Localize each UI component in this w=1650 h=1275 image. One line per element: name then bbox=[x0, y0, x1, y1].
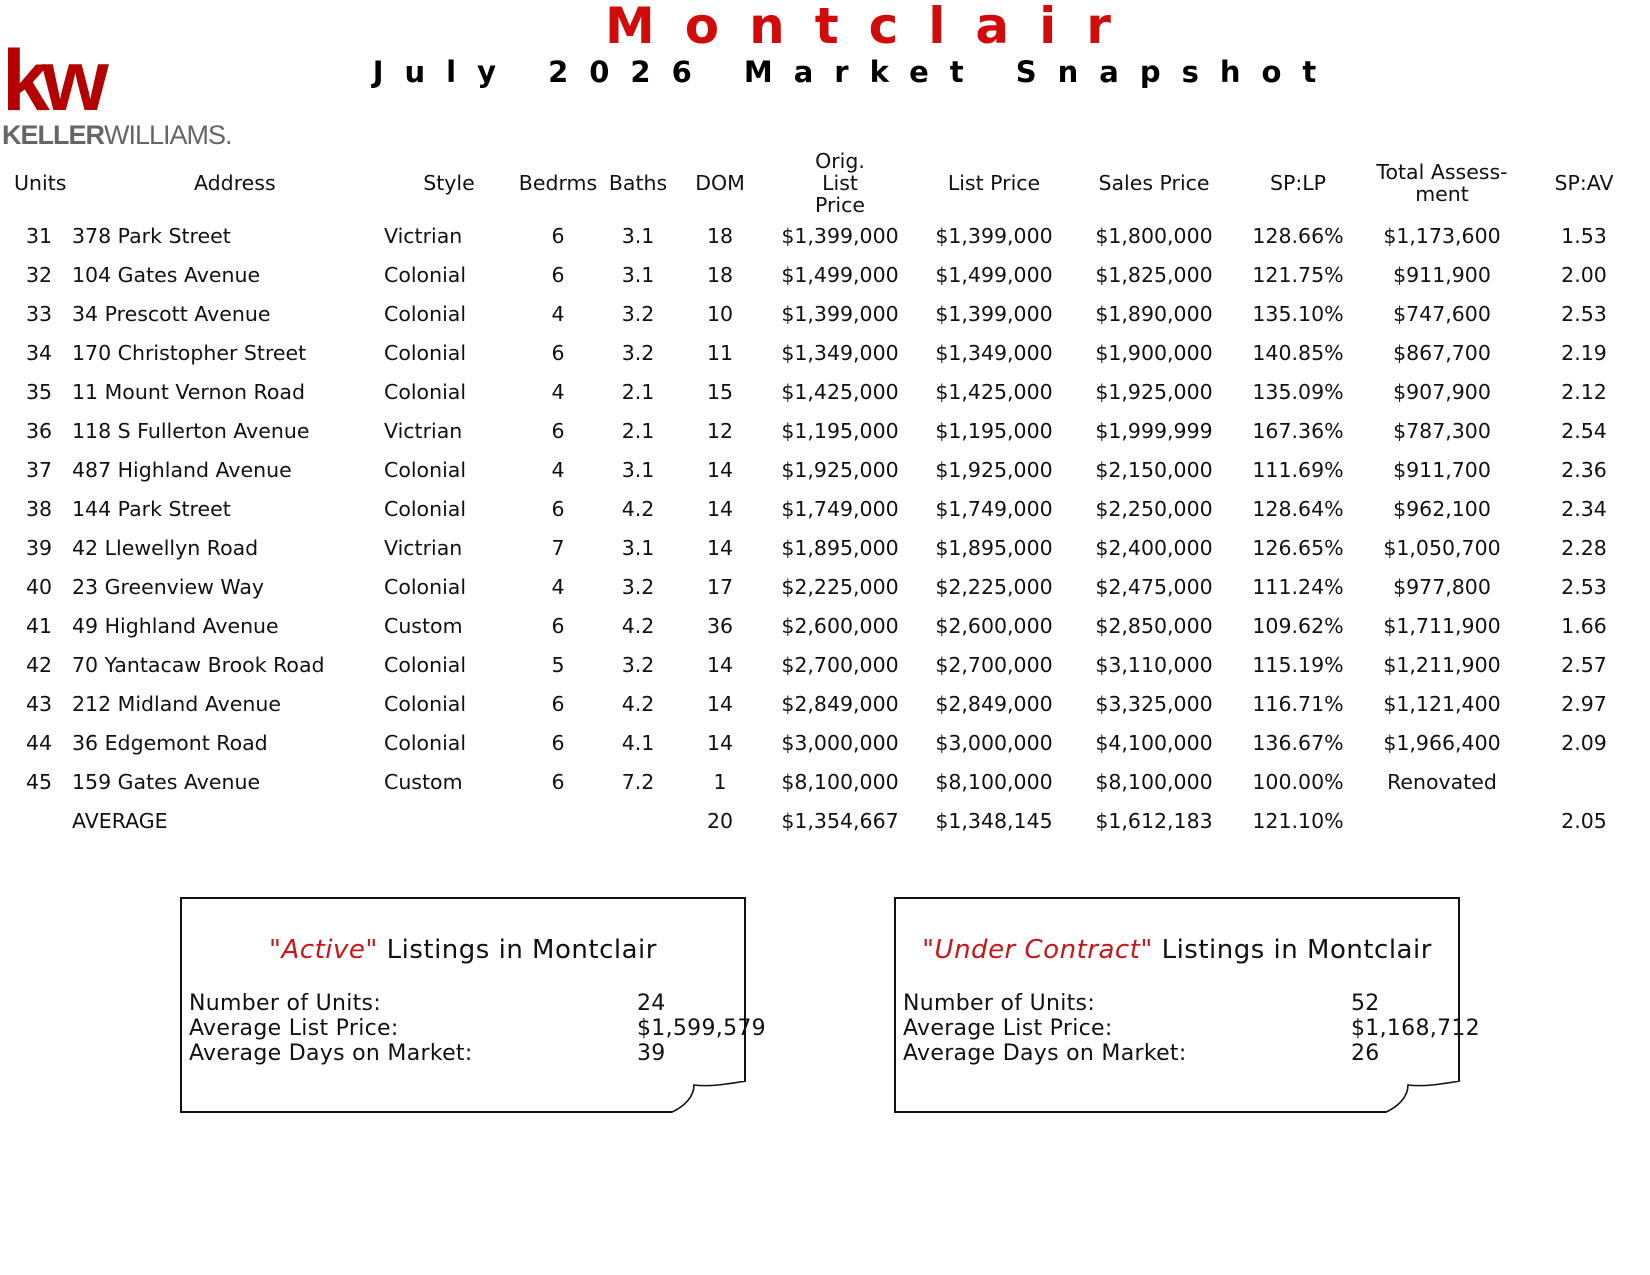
table-row bbox=[6, 372, 1646, 411]
logo-name-bold: KELLER bbox=[2, 120, 104, 150]
cell-sp-av: 2.09 bbox=[1561, 730, 1607, 755]
table-row bbox=[6, 723, 1646, 762]
average-style bbox=[384, 801, 514, 840]
cell-unit: 40 bbox=[25, 574, 53, 599]
cell-sales-price: $1,925,000 bbox=[1095, 379, 1213, 404]
cell-list-price: $8,100,000 bbox=[935, 769, 1053, 794]
cell-sp-av: 2.36 bbox=[1561, 457, 1607, 482]
active-avg-dom-label: Average Days on Market: bbox=[189, 1041, 473, 1066]
logo-name bbox=[2, 120, 232, 150]
table-row bbox=[6, 762, 1646, 801]
cell-unit: 42 bbox=[25, 652, 53, 677]
cell-bedrooms: 6 bbox=[551, 691, 565, 716]
cell-baths: 3.1 bbox=[621, 457, 655, 482]
cell-sp-lp: 111.24% bbox=[1252, 574, 1344, 599]
average-unit bbox=[6, 801, 72, 840]
average-orig-list-price: $1,354,667 bbox=[781, 808, 899, 833]
average-bedrooms bbox=[514, 801, 602, 840]
cell-bedrooms: 4 bbox=[551, 457, 565, 482]
under-contract-units-value: 52 bbox=[1351, 991, 1380, 1016]
cell-orig-list-price: $2,849,000 bbox=[781, 691, 899, 716]
cell-sales-price: $1,900,000 bbox=[1095, 340, 1213, 365]
cell-sp-av: 2.53 bbox=[1561, 574, 1607, 599]
cell-total-assessment: $1,966,400 bbox=[1383, 730, 1501, 755]
cell-sales-price: $2,850,000 bbox=[1095, 613, 1213, 638]
cell-sp-lp: 167.36% bbox=[1252, 418, 1344, 443]
average-sales-price: $1,612,183 bbox=[1095, 808, 1213, 833]
cell-dom: 18 bbox=[706, 262, 734, 287]
cell-sp-lp: 135.09% bbox=[1252, 379, 1344, 404]
cell-list-price: $1,895,000 bbox=[935, 535, 1053, 560]
cell-orig-list-price: $1,895,000 bbox=[781, 535, 899, 560]
cell-list-price: $2,700,000 bbox=[935, 652, 1053, 677]
cell-list-price: $3,000,000 bbox=[935, 730, 1053, 755]
under-contract-listings-box bbox=[894, 897, 1480, 1113]
under-contract-avg-dom-label: Average Days on Market: bbox=[903, 1041, 1187, 1066]
average-baths bbox=[602, 801, 674, 840]
cell-style: Custom bbox=[384, 769, 463, 794]
cell-bedrooms: 5 bbox=[551, 652, 565, 677]
under-contract-title-rest: Listings in Montclair bbox=[1161, 935, 1432, 965]
header-list-price: List Price bbox=[947, 171, 1041, 195]
sales-table bbox=[6, 150, 1646, 840]
header-sales-price: Sales Price bbox=[1098, 171, 1210, 195]
cell-list-price: $2,225,000 bbox=[935, 574, 1053, 599]
cell-dom: 15 bbox=[706, 379, 734, 404]
cell-baths: 2.1 bbox=[621, 379, 655, 404]
cell-total-assessment: $1,211,900 bbox=[1383, 652, 1501, 677]
cell-unit: 41 bbox=[25, 613, 53, 638]
cell-orig-list-price: $2,225,000 bbox=[781, 574, 899, 599]
active-listings-box bbox=[180, 897, 766, 1113]
table-row bbox=[6, 333, 1646, 372]
cell-list-price: $1,499,000 bbox=[935, 262, 1053, 287]
page-curl-icon bbox=[1384, 1081, 1460, 1113]
cell-sp-av: 1.66 bbox=[1561, 613, 1607, 638]
header-orig-list-price: Orig. List Price bbox=[814, 149, 865, 217]
cell-sp-av: 1.53 bbox=[1561, 223, 1607, 248]
cell-sp-lp: 121.75% bbox=[1252, 262, 1344, 287]
cell-total-assessment: Renovated bbox=[1387, 769, 1497, 794]
cell-bedrooms: 6 bbox=[551, 262, 565, 287]
average-address: AVERAGE bbox=[72, 808, 168, 833]
cell-sp-lp: 111.69% bbox=[1252, 457, 1344, 482]
cell-baths: 2.1 bbox=[621, 418, 655, 443]
average-total-assessment bbox=[1362, 801, 1522, 840]
cell-bedrooms: 4 bbox=[551, 301, 565, 326]
cell-bedrooms: 6 bbox=[551, 613, 565, 638]
header-total-assessment: Total Assess-ment bbox=[1376, 160, 1508, 206]
cell-address: 212 Midland Avenue bbox=[72, 691, 281, 716]
active-units-label: Number of Units: bbox=[189, 991, 382, 1016]
cell-orig-list-price: $2,600,000 bbox=[781, 613, 899, 638]
under-contract-box-title bbox=[896, 935, 1458, 965]
cell-style: Colonial bbox=[384, 652, 467, 677]
header-sp-av: SP:AV bbox=[1554, 171, 1614, 195]
table-row bbox=[6, 255, 1646, 294]
active-avg-list-price-value: $1,599,579 bbox=[637, 1016, 766, 1041]
cell-style: Victrian bbox=[384, 535, 463, 560]
cell-style: Colonial bbox=[384, 301, 467, 326]
cell-total-assessment: $911,900 bbox=[1393, 262, 1491, 287]
cell-bedrooms: 6 bbox=[551, 223, 565, 248]
logo-mark: kw bbox=[2, 33, 101, 129]
cell-style: Colonial bbox=[384, 496, 467, 521]
cell-dom: 17 bbox=[706, 574, 734, 599]
cell-sp-av bbox=[1522, 762, 1646, 801]
header-dom: DOM bbox=[695, 171, 745, 195]
cell-dom: 14 bbox=[706, 652, 734, 677]
cell-bedrooms: 4 bbox=[551, 379, 565, 404]
cell-total-assessment: $1,711,900 bbox=[1383, 613, 1501, 638]
cell-style: Colonial bbox=[384, 457, 467, 482]
cell-sales-price: $8,100,000 bbox=[1095, 769, 1213, 794]
cell-sp-av: 2.57 bbox=[1561, 652, 1607, 677]
table-row bbox=[6, 684, 1646, 723]
table-row bbox=[6, 528, 1646, 567]
header-style: Style bbox=[423, 171, 475, 195]
under-contract-avg-list-price-label: Average List Price: bbox=[903, 1016, 1113, 1041]
cell-address: 36 Edgemont Road bbox=[72, 730, 268, 755]
cell-bedrooms: 6 bbox=[551, 418, 565, 443]
cell-list-price: $1,399,000 bbox=[935, 223, 1053, 248]
cell-sp-av: 2.12 bbox=[1561, 379, 1607, 404]
page-subtitle: July 2026 Market Snapshot bbox=[372, 55, 1338, 89]
cell-bedrooms: 6 bbox=[551, 496, 565, 521]
cell-dom: 14 bbox=[706, 496, 734, 521]
header-units: Units bbox=[14, 171, 67, 195]
active-avg-dom-value: 39 bbox=[637, 1041, 666, 1066]
cell-total-assessment: $911,700 bbox=[1393, 457, 1491, 482]
cell-address: 104 Gates Avenue bbox=[72, 262, 261, 287]
cell-unit: 43 bbox=[25, 691, 53, 716]
cell-orig-list-price: $1,349,000 bbox=[781, 340, 899, 365]
cell-sp-av: 2.54 bbox=[1561, 418, 1607, 443]
cell-total-assessment: $962,100 bbox=[1393, 496, 1491, 521]
cell-dom: 1 bbox=[713, 769, 727, 794]
cell-address: 144 Park Street bbox=[72, 496, 231, 521]
average-list-price: $1,348,145 bbox=[935, 808, 1053, 833]
cell-bedrooms: 6 bbox=[551, 730, 565, 755]
cell-orig-list-price: $1,499,000 bbox=[781, 262, 899, 287]
cell-sp-lp: 100.00% bbox=[1252, 769, 1344, 794]
table-row bbox=[6, 645, 1646, 684]
active-box-title bbox=[182, 935, 744, 965]
cell-list-price: $1,925,000 bbox=[935, 457, 1053, 482]
cell-dom: 10 bbox=[706, 301, 734, 326]
cell-sp-lp: 136.67% bbox=[1252, 730, 1344, 755]
cell-orig-list-price: $3,000,000 bbox=[781, 730, 899, 755]
cell-baths: 3.2 bbox=[621, 301, 655, 326]
cell-sales-price: $3,110,000 bbox=[1095, 652, 1213, 677]
cell-total-assessment: $1,173,600 bbox=[1383, 223, 1501, 248]
header-baths: Baths bbox=[608, 171, 668, 195]
header-sp-lp: SP:LP bbox=[1269, 171, 1327, 195]
under-contract-title-emphasis: "Under Contract" bbox=[922, 935, 1153, 965]
table-row bbox=[6, 606, 1646, 645]
cell-address: 159 Gates Avenue bbox=[72, 769, 261, 794]
cell-address: 378 Park Street bbox=[72, 223, 231, 248]
cell-style: Colonial bbox=[384, 340, 467, 365]
cell-sales-price: $4,100,000 bbox=[1095, 730, 1213, 755]
cell-total-assessment: $907,900 bbox=[1393, 379, 1491, 404]
cell-baths: 4.1 bbox=[621, 730, 655, 755]
cell-sales-price: $1,800,000 bbox=[1095, 223, 1213, 248]
cell-sp-av: 2.53 bbox=[1561, 301, 1607, 326]
cell-list-price: $1,195,000 bbox=[935, 418, 1053, 443]
cell-total-assessment: $787,300 bbox=[1393, 418, 1491, 443]
cell-dom: 36 bbox=[706, 613, 734, 638]
cell-list-price: $1,749,000 bbox=[935, 496, 1053, 521]
cell-bedrooms: 6 bbox=[551, 340, 565, 365]
header-bedrooms: Bedrms bbox=[518, 171, 598, 195]
cell-sp-av: 2.34 bbox=[1561, 496, 1607, 521]
cell-orig-list-price: $1,425,000 bbox=[781, 379, 899, 404]
cell-baths: 4.2 bbox=[621, 613, 655, 638]
cell-unit: 44 bbox=[25, 730, 53, 755]
cell-address: 70 Yantacaw Brook Road bbox=[72, 652, 325, 677]
page-title: Montclair bbox=[605, 0, 1141, 55]
cell-sp-av: 2.19 bbox=[1561, 340, 1607, 365]
cell-orig-list-price: $1,399,000 bbox=[781, 301, 899, 326]
cell-sp-lp: 128.66% bbox=[1252, 223, 1344, 248]
table-row bbox=[6, 489, 1646, 528]
cell-style: Colonial bbox=[384, 262, 467, 287]
table-row bbox=[6, 294, 1646, 333]
cell-unit: 38 bbox=[25, 496, 53, 521]
cell-sp-lp: 140.85% bbox=[1252, 340, 1344, 365]
cell-list-price: $2,849,000 bbox=[935, 691, 1053, 716]
average-row bbox=[6, 801, 1646, 840]
cell-bedrooms: 6 bbox=[551, 769, 565, 794]
cell-orig-list-price: $2,700,000 bbox=[781, 652, 899, 677]
under-contract-avg-list-price-value: $1,168,712 bbox=[1351, 1016, 1480, 1041]
cell-unit: 34 bbox=[25, 340, 53, 365]
cell-unit: 33 bbox=[25, 301, 53, 326]
table-header-row bbox=[6, 150, 1646, 216]
cell-baths: 4.2 bbox=[621, 496, 655, 521]
cell-address: 34 Prescott Avenue bbox=[72, 301, 271, 326]
cell-total-assessment: $977,800 bbox=[1393, 574, 1491, 599]
cell-sp-av: 2.28 bbox=[1561, 535, 1607, 560]
cell-unit: 31 bbox=[25, 223, 53, 248]
cell-sales-price: $2,150,000 bbox=[1095, 457, 1213, 482]
cell-sp-lp: 116.71% bbox=[1252, 691, 1344, 716]
cell-address: 23 Greenview Way bbox=[72, 574, 265, 599]
cell-style: Victrian bbox=[384, 223, 463, 248]
cell-baths: 3.1 bbox=[621, 535, 655, 560]
cell-sales-price: $2,400,000 bbox=[1095, 535, 1213, 560]
active-title-emphasis: "Active" bbox=[269, 935, 378, 965]
cell-address: 11 Mount Vernon Road bbox=[72, 379, 305, 404]
cell-style: Colonial bbox=[384, 730, 467, 755]
cell-dom: 14 bbox=[706, 535, 734, 560]
cell-unit: 45 bbox=[25, 769, 53, 794]
cell-sales-price: $1,825,000 bbox=[1095, 262, 1213, 287]
cell-address: 487 Highland Avenue bbox=[72, 457, 292, 482]
cell-style: Colonial bbox=[384, 574, 467, 599]
cell-orig-list-price: $8,100,000 bbox=[781, 769, 899, 794]
cell-sales-price: $1,890,000 bbox=[1095, 301, 1213, 326]
cell-baths: 3.1 bbox=[621, 223, 655, 248]
cell-style: Custom bbox=[384, 613, 463, 638]
average-dom: 20 bbox=[706, 808, 734, 833]
cell-list-price: $2,600,000 bbox=[935, 613, 1053, 638]
cell-orig-list-price: $1,925,000 bbox=[781, 457, 899, 482]
logo-name-rest: WILLIAMS. bbox=[104, 120, 232, 150]
cell-list-price: $1,425,000 bbox=[935, 379, 1053, 404]
cell-dom: 14 bbox=[706, 730, 734, 755]
under-contract-units-label: Number of Units: bbox=[903, 991, 1096, 1016]
cell-sales-price: $2,475,000 bbox=[1095, 574, 1213, 599]
cell-dom: 14 bbox=[706, 457, 734, 482]
cell-address: 42 Llewellyn Road bbox=[72, 535, 259, 560]
cell-sales-price: $1,999,999 bbox=[1095, 418, 1213, 443]
cell-total-assessment: $1,050,700 bbox=[1383, 535, 1501, 560]
cell-dom: 18 bbox=[706, 223, 734, 248]
cell-style: Victrian bbox=[384, 418, 463, 443]
cell-sp-lp: 126.65% bbox=[1252, 535, 1344, 560]
cell-sp-lp: 115.19% bbox=[1252, 652, 1344, 677]
under-contract-avg-dom-value: 26 bbox=[1351, 1041, 1380, 1066]
cell-orig-list-price: $1,749,000 bbox=[781, 496, 899, 521]
cell-orig-list-price: $1,399,000 bbox=[781, 223, 899, 248]
table-row bbox=[6, 567, 1646, 606]
active-title-rest: Listings in Montclair bbox=[386, 935, 657, 965]
cell-dom: 12 bbox=[706, 418, 734, 443]
cell-address: 170 Christopher Street bbox=[72, 340, 307, 365]
cell-unit: 37 bbox=[25, 457, 53, 482]
cell-sp-lp: 135.10% bbox=[1252, 301, 1344, 326]
table-row bbox=[6, 411, 1646, 450]
cell-baths: 3.2 bbox=[621, 574, 655, 599]
cell-sales-price: $2,250,000 bbox=[1095, 496, 1213, 521]
cell-unit: 35 bbox=[25, 379, 53, 404]
page-curl-icon bbox=[670, 1081, 746, 1113]
cell-baths: 3.2 bbox=[621, 652, 655, 677]
cell-baths: 3.2 bbox=[621, 340, 655, 365]
cell-sales-price: $3,325,000 bbox=[1095, 691, 1213, 716]
cell-sp-lp: 109.62% bbox=[1252, 613, 1344, 638]
table-row bbox=[6, 216, 1646, 255]
cell-baths: 7.2 bbox=[621, 769, 655, 794]
active-avg-list-price-label: Average List Price: bbox=[189, 1016, 399, 1041]
cell-unit: 39 bbox=[25, 535, 53, 560]
cell-dom: 14 bbox=[706, 691, 734, 716]
cell-bedrooms: 4 bbox=[551, 574, 565, 599]
cell-baths: 4.2 bbox=[621, 691, 655, 716]
average-sp-lp: 121.10% bbox=[1252, 808, 1344, 833]
cell-total-assessment: $747,600 bbox=[1393, 301, 1491, 326]
table-body bbox=[6, 216, 1646, 840]
active-units-value: 24 bbox=[637, 991, 666, 1016]
header-address: Address bbox=[194, 171, 276, 195]
cell-orig-list-price: $1,195,000 bbox=[781, 418, 899, 443]
cell-baths: 3.1 bbox=[621, 262, 655, 287]
cell-style: Colonial bbox=[384, 691, 467, 716]
average-sp-av: 2.05 bbox=[1561, 808, 1607, 833]
cell-address: 118 S Fullerton Avenue bbox=[72, 418, 310, 443]
cell-address: 49 Highland Avenue bbox=[72, 613, 279, 638]
cell-sp-av: 2.00 bbox=[1561, 262, 1607, 287]
table-row bbox=[6, 450, 1646, 489]
cell-list-price: $1,399,000 bbox=[935, 301, 1053, 326]
cell-unit: 36 bbox=[25, 418, 53, 443]
cell-sp-lp: 128.64% bbox=[1252, 496, 1344, 521]
cell-dom: 11 bbox=[706, 340, 734, 365]
cell-total-assessment: $867,700 bbox=[1393, 340, 1491, 365]
cell-sp-av: 2.97 bbox=[1561, 691, 1607, 716]
cell-total-assessment: $1,121,400 bbox=[1383, 691, 1501, 716]
cell-bedrooms: 7 bbox=[551, 535, 565, 560]
cell-unit: 32 bbox=[25, 262, 53, 287]
cell-list-price: $1,349,000 bbox=[935, 340, 1053, 365]
cell-style: Colonial bbox=[384, 379, 467, 404]
